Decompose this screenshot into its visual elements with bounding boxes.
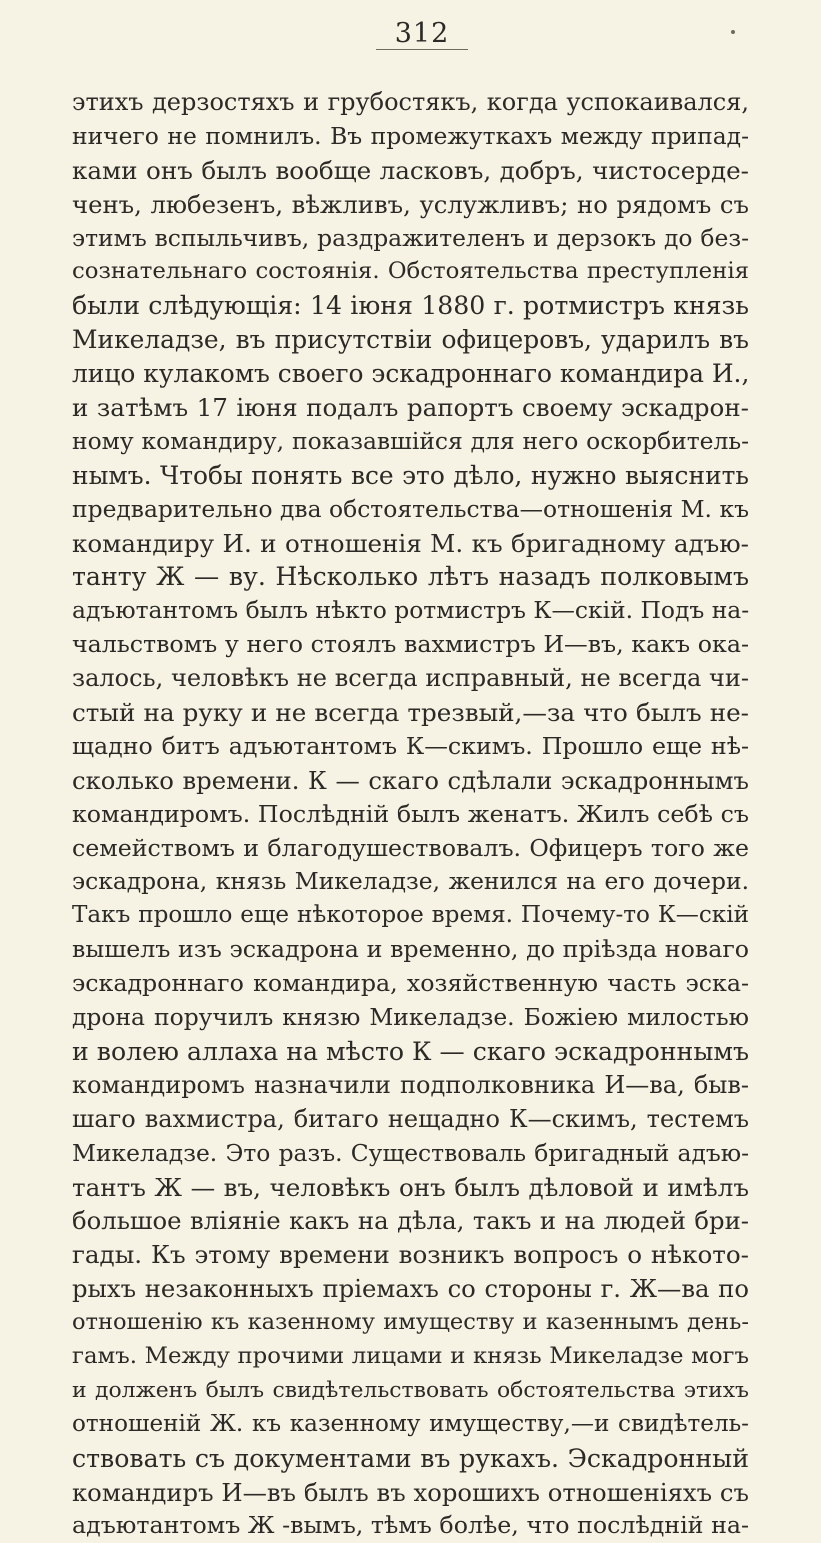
text-line: большое вліяніе какъ на дѣла, такъ и на людей бри- [72, 1206, 749, 1236]
text-line: ничего не помнилъ. Въ промежуткахъ между припад- [72, 121, 749, 150]
text-line: чальствомъ у него стоялъ вахмистръ И—въ, какъ ока- [72, 630, 749, 659]
page-number: 312 [394, 18, 450, 49]
text-line: Такъ прошло еще нѣкоторое время. Почему-то К—скій [72, 902, 749, 929]
text-line: лицо кулакомъ своего эскадроннаго командира И., [72, 359, 749, 389]
text-line: Микеладзе. Это разъ. Существоваль бригадный адъю- [72, 1138, 749, 1167]
text-line: командиромъ. Послѣдній былъ женатъ. Жилъ себѣ съ [72, 799, 749, 828]
text-line: адъютантомъ Ж -вымъ, тѣмъ болѣе, что послѣдній на- [72, 1511, 749, 1540]
text-line: этимъ вспыльчивъ, раздражителенъ и дерзокъ до без- [72, 223, 749, 252]
text-line: эскадрона, князь Микеладзе, женился на его дочери. [72, 867, 749, 896]
text-line: эскадроннаго командира, хозяйственную часть эска- [72, 969, 749, 998]
text-line: сознательнаго состоянія. Обстоятельства преступленія [72, 258, 749, 285]
text-line: дрона поручилъ князю Микеладзе. Божіею милостью [72, 1003, 749, 1032]
text-line: семействомъ и благодушествовалъ. Офицеръ того же [72, 833, 749, 862]
text-line: гады. Къ этому времени возникъ вопросъ о нѣкото- [72, 1240, 749, 1270]
text-line: командиръ И—въ былъ въ хорошихъ отношеніяхъ съ [72, 1477, 749, 1507]
text-line: ками онъ былъ вообще ласковъ, добръ, чистосерде- [72, 155, 749, 185]
text-line: ченъ, любезенъ, вѣжливъ, услужливъ; но рядомъ съ [72, 189, 749, 219]
text-line: и долженъ былъ свидѣтельствовать обстоятельства этихъ [72, 1377, 749, 1403]
text-line: рыхъ незаконныхъ пріемахъ со стороны г. Ж—ва по [72, 1274, 749, 1304]
text-line: Микеладзе, въ присутствіи офицеровъ, ударилъ въ [72, 325, 749, 355]
text-line: шаго вахмистра, битаго нещадно К—скимъ, тестемъ [72, 1104, 749, 1133]
text-line: вышелъ изъ эскадрона и временно, до пріѣзда новаго [72, 935, 749, 964]
text-line: адъютантомъ былъ нѣкто ротмистръ К—скій. Подъ на- [72, 596, 749, 625]
text-line: щадно битъ адъютантомъ К—скимъ. Прошло еще нѣ- [72, 731, 749, 760]
text-line: сколько времени. К — скаго сдѣлали эскадроннымъ [72, 765, 749, 795]
ink-speck [731, 30, 735, 34]
text-line: отношеній Ж. къ казенному имуществу,—и свидѣтель- [72, 1410, 749, 1437]
text-line: командиру И. и отношенія М. къ бригадному адъю- [72, 528, 749, 558]
text-line: ствовать съ документами въ рукахъ. Эскадронный [72, 1443, 749, 1473]
text-line: гамъ. Между прочими лицами и князь Микеладзе могъ [72, 1342, 749, 1369]
text-line: были слѣдующія: 14 іюня 1880 г. ротмистръ князь [72, 291, 749, 321]
body-text [72, 86, 749, 1543]
text-line: ному командиру, показавшійся для него оскорбитель- [72, 426, 749, 455]
text-line: залось, человѣкъ не всегда исправный, не всегда чи- [72, 664, 749, 693]
text-line: стый на руку и не всегда трезвый,—за что былъ не- [72, 698, 749, 728]
page-number-underline [376, 49, 468, 50]
text-line: отношенію къ казенному имуществу и казеннымъ день- [72, 1309, 749, 1336]
text-line: и затѣмъ 17 іюня подалъ рапортъ своему эскадрон- [72, 393, 749, 423]
text-line: танту Ж — ву. Нѣсколько лѣтъ назадъ полковымъ [72, 562, 749, 592]
text-line: тантъ Ж — въ, человѣкъ онъ былъ дѣловой и имѣлъ [72, 1172, 749, 1202]
text-line: предварительно два обстоятельства—отношенія М. къ [72, 494, 749, 523]
text-line: нымъ. Чтобы понять все это дѣло, нужно выяснить [72, 460, 749, 490]
text-line: этихъ дерзостяхъ и грубостякъ, когда успокаивался, [72, 88, 749, 116]
text-line: и волею аллаха на мѣсто К — скаго эскадроннымъ [72, 1036, 749, 1066]
text-line: командиромъ назначили подполковника И—ва, быв- [72, 1070, 749, 1099]
